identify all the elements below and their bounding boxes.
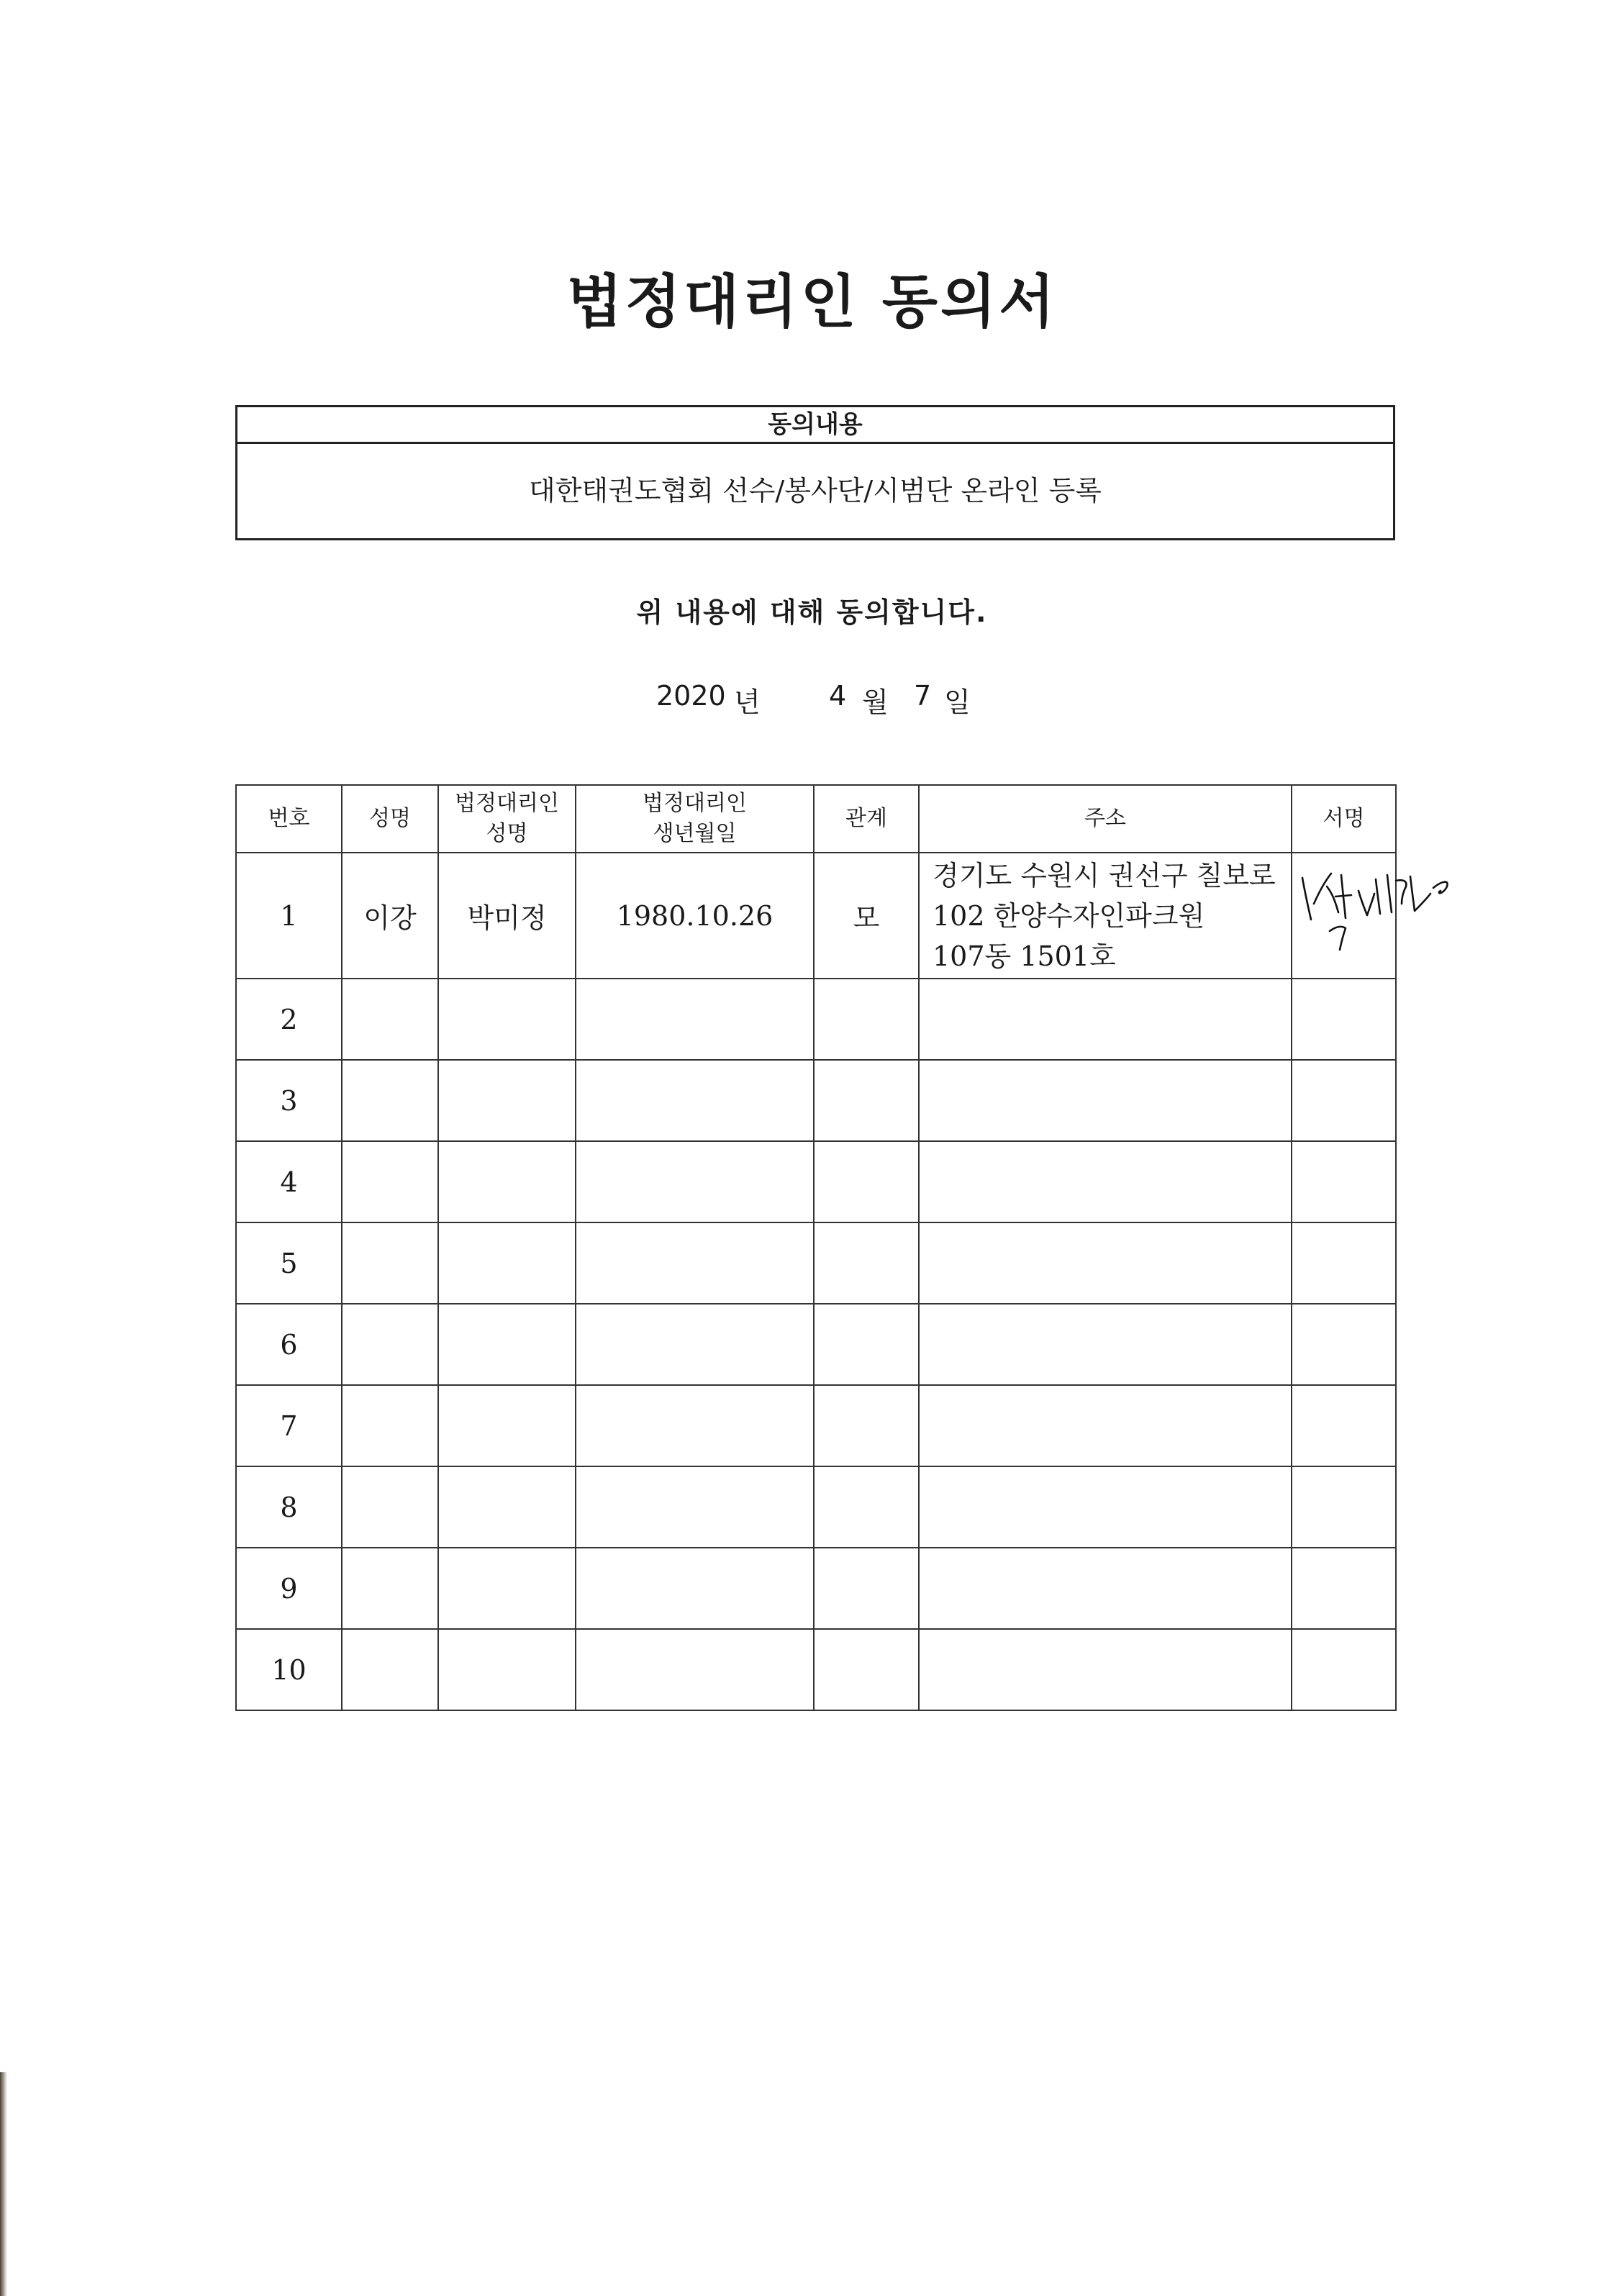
cell-rep-birth [576,1629,814,1710]
cell-no: 5 [236,1222,342,1304]
page-edge-shadow [0,2072,7,2296]
cell-signature [1292,1466,1396,1548]
cell-relation [814,1466,919,1548]
date-month-unit: 월 [862,686,889,718]
cell-signature [1292,1304,1396,1385]
cell-rep-name [438,1548,576,1629]
cell-rep-name [438,1141,576,1222]
date-year-unit: 년 [734,686,761,718]
cell-rep-birth [576,979,814,1060]
cell-address [919,1141,1292,1222]
cell-no: 1 [236,853,342,979]
header-signature: 서명 [1292,785,1396,853]
header-rep-birth-line1: 법정대리인 [643,791,747,816]
cell-signature [1292,1629,1396,1710]
header-address: 주소 [919,785,1292,853]
date-month: 4 [829,680,847,712]
table-row [236,853,1396,979]
cell-address [919,1304,1292,1385]
cell-rep-birth [576,1141,814,1222]
cell-rep-name: 박미정 [438,853,576,979]
cell-rep-birth [576,1304,814,1385]
cell-address [919,1548,1292,1629]
cell-rep-name [438,1222,576,1304]
cell-no: 2 [236,979,342,1060]
cell-relation [814,1141,919,1222]
table-row [236,1629,1396,1710]
cell-address [919,979,1292,1060]
cell-no: 10 [236,1629,342,1710]
cell-address [919,1385,1292,1466]
date-year: 2020 [656,680,726,712]
header-rep-name-line1: 법정대리인 [455,791,559,816]
registration-table [235,784,1397,1711]
cell-address: 경기도 수원시 권선구 칠보로 102 한양수자인파크원 107동 1501호 [919,853,1292,979]
cell-relation [814,1304,919,1385]
header-rep-name-line2: 성명 [486,821,528,846]
cell-signature [1292,1060,1396,1141]
cell-signature [1292,1222,1396,1304]
cell-rep-name [438,1629,576,1710]
table-row [236,1060,1396,1141]
cell-no: 7 [236,1385,342,1466]
cell-no: 3 [236,1060,342,1141]
cell-relation [814,1222,919,1304]
cell-relation: 모 [814,853,919,979]
agreement-statement: 위 내용에 대해 동의합니다. [636,596,988,628]
cell-no: 4 [236,1141,342,1222]
cell-name [342,979,438,1060]
cell-no: 6 [236,1304,342,1385]
cell-signature [1292,979,1396,1060]
cell-name [342,1548,438,1629]
cell-relation [814,1060,919,1141]
table-row [236,1385,1396,1466]
cell-address [919,1222,1292,1304]
cell-signature [1292,1548,1396,1629]
table-row [236,1304,1396,1385]
cell-rep-birth [576,1466,814,1548]
cell-rep-birth [576,1222,814,1304]
cell-relation [814,979,919,1060]
consent-box [235,405,1395,540]
cell-relation [814,1548,919,1629]
cell-name [342,1304,438,1385]
table-header-row [236,785,1396,853]
cell-name [342,1141,438,1222]
cell-rep-name [438,979,576,1060]
cell-signature [1292,1385,1396,1466]
table-row [236,1548,1396,1629]
cell-rep-name [438,1304,576,1385]
header-relation: 관계 [814,785,919,853]
cell-address [919,1466,1292,1548]
cell-relation [814,1385,919,1466]
document-title: 법정대리인 동의서 [566,268,1058,335]
handwritten-signature [1298,862,1453,963]
header-name: 성명 [342,785,438,853]
table-row [236,1141,1396,1222]
cell-rep-birth: 1980.10.26 [576,853,814,979]
cell-rep-birth [576,1385,814,1466]
cell-rep-name [438,1060,576,1141]
date-line [0,680,1624,723]
header-no: 번호 [236,785,342,853]
cell-address [919,1629,1292,1710]
consent-content: 대한태권도협회 선수/봉사단/시범단 온라인 등록 [528,475,1102,507]
cell-rep-name [438,1466,576,1548]
cell-signature [1292,1141,1396,1222]
date-day: 7 [914,680,932,712]
cell-rep-birth [576,1548,814,1629]
cell-signature [1292,853,1396,979]
cell-relation [814,1629,919,1710]
cell-no: 9 [236,1548,342,1629]
cell-rep-birth [576,1060,814,1141]
cell-name [342,1629,438,1710]
date-day-unit: 일 [944,686,971,718]
cell-rep-name [438,1385,576,1466]
table-row [236,979,1396,1060]
header-rep-birth-line2: 생년월일 [653,821,737,846]
cell-name [342,1385,438,1466]
cell-no: 8 [236,1466,342,1548]
cell-name [342,1222,438,1304]
header-rep-name [438,785,576,853]
cell-name [342,1060,438,1141]
cell-name [342,1466,438,1548]
header-rep-birth [576,785,814,853]
table-row [236,1466,1396,1548]
table-row [236,1222,1396,1304]
cell-address [919,1060,1292,1141]
cell-name: 이강 [342,853,438,979]
consent-header: 동의내용 [237,407,1393,444]
